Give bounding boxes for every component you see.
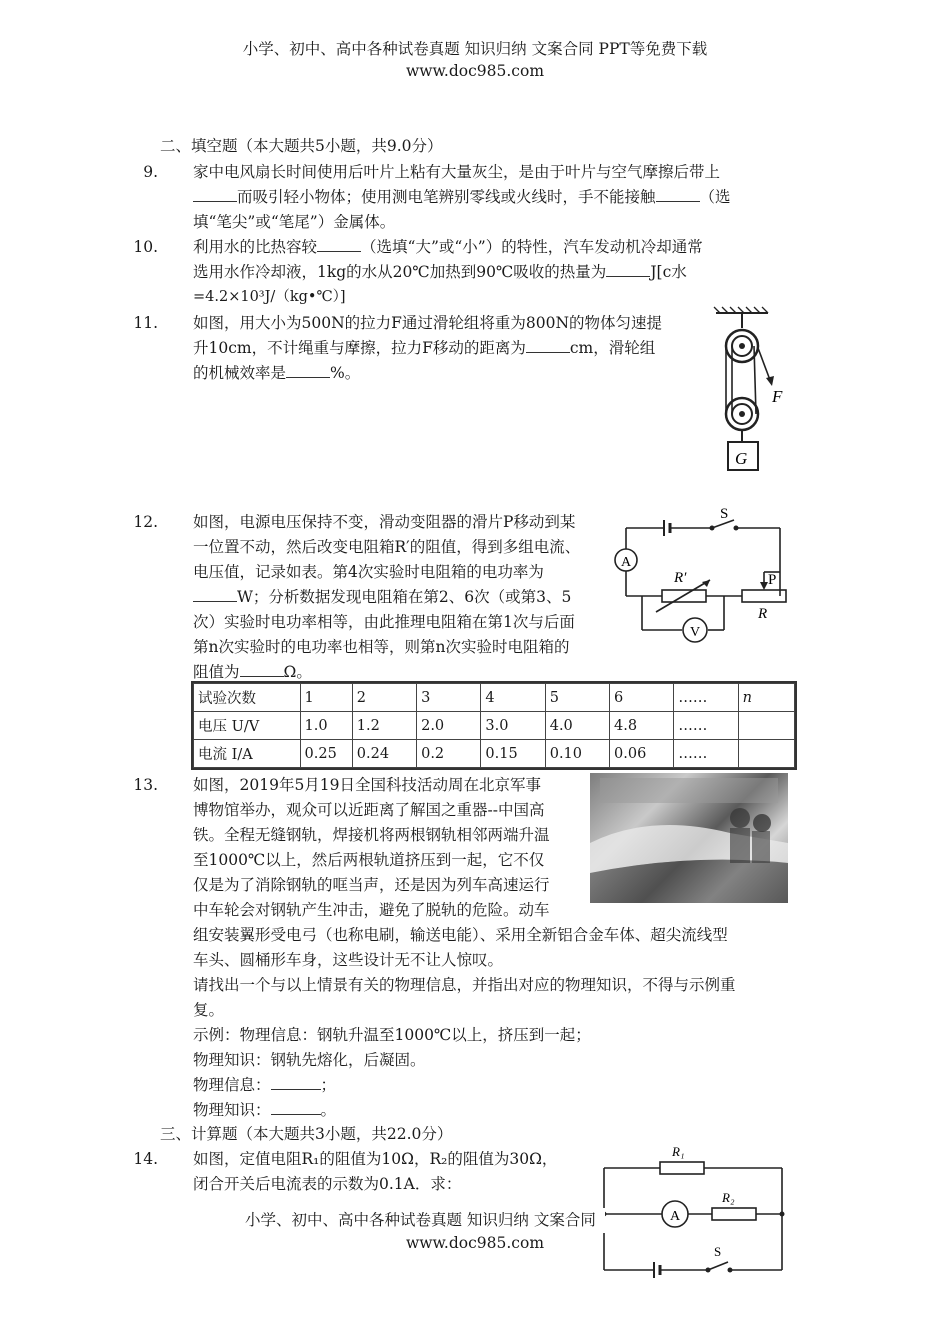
- table-cell: 1.0: [300, 712, 352, 740]
- question-text: 物理知识：钢轨先熔化，后凝固。: [193, 1051, 426, 1069]
- footer-line1: 小学、初中、高中各种试卷真题 知识归纳 文案合同: [245, 1208, 605, 1233]
- question-text: W；分析数据发现电阻箱在第2、6次（或第3、5: [193, 585, 571, 610]
- question-text: 电压值，记录如表。第4次实验时电阻箱的电功率为: [193, 563, 544, 581]
- table-cell: [738, 740, 794, 768]
- question-text: 利用水的比热容较 （选填“大”或“小”）的特性，汽车发动机冷却通常: [193, 238, 703, 256]
- question-text: 示例：物理信息：钢轨升温至1000℃以上，挤压到一起；: [193, 1026, 591, 1044]
- question-text: 如图，用大小为500N的拉力F通过滑轮组将重为800N的物体匀速提: [193, 314, 663, 332]
- question-text: 铁。全程无缝钢轨，焊接机将两根钢轨相邻两端升温: [193, 826, 550, 844]
- question-text: 请找出一个与以上情景有关的物理信息，并指出对应的物理知识，不得与示例重: [193, 976, 736, 994]
- question-number: 9.: [143, 163, 158, 181]
- table-cell: [738, 712, 794, 740]
- table-header-cell: n: [738, 684, 794, 712]
- table-cell: 3.0: [481, 712, 545, 740]
- answer-line-knowledge: 物理知识： 。: [193, 1101, 337, 1119]
- question-text: 如图，电源电压保持不变，滑动变阻器的滑片P移动到某: [193, 513, 576, 531]
- high-speed-rail-photo: [590, 773, 788, 903]
- table-cell: 4.0: [545, 712, 609, 740]
- table-cell: 0.2: [417, 740, 481, 768]
- table-cell: 电流 I/A: [194, 740, 301, 768]
- question-number: 11.: [133, 314, 158, 332]
- answer-blank: [240, 662, 284, 677]
- table-cell: 0.10: [545, 740, 609, 768]
- table-cell: 2.0: [417, 712, 481, 740]
- table-cell: 电压 U/V: [194, 712, 301, 740]
- question-number: 13.: [133, 776, 158, 794]
- table-cell: 0.06: [610, 740, 674, 768]
- question-text: 博物馆举办，观众可以近距离了解国之重器--中国高: [193, 801, 545, 819]
- table-header-cell: 2: [352, 684, 416, 712]
- svg-text:A: A: [621, 555, 632, 570]
- question-text: 而吸引轻小物体；使用测电笔辨别零线或火线时，手不能接触 （选: [193, 185, 731, 210]
- section-title-calculation: 三、计算题（本大题共3小题，共22.0分）: [160, 1125, 453, 1143]
- answer-blank: [606, 262, 650, 277]
- question-text: =4.2×10³J/（kg•℃）]: [193, 289, 346, 305]
- resistance-box-label: R′: [674, 570, 687, 586]
- question-text: 的机械效率是 %。: [193, 364, 361, 382]
- table-header-cell: 1: [300, 684, 352, 712]
- answer-blank: [317, 237, 361, 252]
- slider-label: P: [768, 572, 777, 588]
- table-cell: 0.15: [481, 740, 545, 768]
- circuit-diagram-q14: [598, 1142, 794, 1284]
- table-row: [194, 740, 795, 768]
- table-cell: ……: [674, 740, 738, 768]
- answer-blank: [193, 187, 237, 202]
- table-header-cell: 6: [610, 684, 674, 712]
- table-header-cell: ……: [674, 684, 738, 712]
- pulley-diagram: [702, 306, 792, 478]
- answer-blank: [193, 587, 237, 602]
- question-text: 升10cm，不计绳重与摩擦，拉力F移动的距离为 cm，滑轮组: [193, 339, 656, 357]
- answer-blank: [271, 1075, 321, 1090]
- question-text: 至1000℃以上，然后两根轨道挤压到一起，它不仅: [193, 851, 545, 869]
- table-header-cell: 4: [481, 684, 545, 712]
- question-text: 填“笔尖”或“笔尾”）金属体。: [193, 213, 396, 231]
- rheostat-label: R: [758, 606, 768, 622]
- table-cell: 1.2: [352, 712, 416, 740]
- data-table: [193, 683, 795, 768]
- table-row: [194, 684, 795, 712]
- question-number: 14.: [133, 1150, 158, 1168]
- answer-blank: [656, 187, 700, 202]
- question-text: 一位置不动，然后改变电阻箱R′的阻值，得到多组电流、: [193, 538, 581, 556]
- question-number: 12.: [133, 513, 158, 531]
- svg-text:V: V: [690, 625, 701, 640]
- question-text: 复。: [193, 1001, 225, 1019]
- table-row: [194, 712, 795, 740]
- answer-line-info: 物理信息： ；: [193, 1076, 337, 1094]
- header-line1: 小学、初中、高中各种试卷真题 知识归纳 文案合同 PPT等免费下载: [242, 40, 708, 58]
- question-text: 车头、圆桶形车身，这些设计无不让人惊叹。: [193, 951, 504, 969]
- table-header-cell: 试验次数: [194, 684, 301, 712]
- answer-blank: [526, 338, 570, 353]
- table-header-cell: 5: [545, 684, 609, 712]
- question-text: 如图，2019年5月19日全国科技活动周在北京军事: [193, 776, 542, 794]
- question-text: 仅是为了消除钢轨的哐当声，还是因为列车高速运行: [193, 876, 550, 894]
- answer-blank: [271, 1100, 321, 1115]
- switch-label: S: [714, 1244, 722, 1259]
- question-text: 组安装翼形受电弓（也称电刷，输送电能）、采用全新铝合金车体、超尖流线型: [193, 926, 728, 944]
- table-cell: ……: [674, 712, 738, 740]
- circuit-diagram-q12: [612, 506, 792, 646]
- question-text: 家中电风扇长时间使用后叶片上粘有大量灰尘，是由于叶片与空气摩擦后带上: [193, 163, 721, 181]
- question-text: 选用水作冷却液，1kg的水从20℃加热到90℃吸收的热量为 J[c水: [193, 263, 687, 281]
- switch-label: S: [720, 506, 729, 522]
- answer-blank: [286, 363, 330, 378]
- force-label: F: [772, 387, 783, 406]
- question-text: 如图，定值电阻R₁的阻值为10Ω，R₂的阻值为30Ω，: [193, 1150, 558, 1168]
- svg-text:A: A: [670, 1209, 681, 1224]
- weight-label: G: [735, 449, 748, 468]
- r2-label: R₂: [722, 1190, 735, 1205]
- table-cell: 0.25: [300, 740, 352, 768]
- section-title-fill-in: 二、填空题（本大题共5小题，共9.0分）: [160, 137, 443, 155]
- table-cell: 0.24: [352, 740, 416, 768]
- table-header-cell: 3: [417, 684, 481, 712]
- question-text: 阻值为 Ω。: [193, 663, 312, 681]
- r1-label: R₁: [672, 1144, 685, 1159]
- question-text: 闭合开关后电流表的示数为0.1A．求：: [193, 1175, 462, 1193]
- footer-line2: www.doc985.com: [405, 1234, 545, 1252]
- question-text: 次）实验时电功率相等，由此推理电阻箱在第1次与后面: [193, 613, 575, 631]
- question-number: 10.: [133, 238, 158, 256]
- question-text: 第n次实验时的电功率也相等，则第n次实验时电阻箱的: [193, 638, 570, 656]
- question-text: 中车轮会对钢轨产生冲击，避免了脱轨的危险。动车: [193, 901, 550, 919]
- table-cell: 4.8: [610, 712, 674, 740]
- header-line2: www.doc985.com: [405, 62, 545, 80]
